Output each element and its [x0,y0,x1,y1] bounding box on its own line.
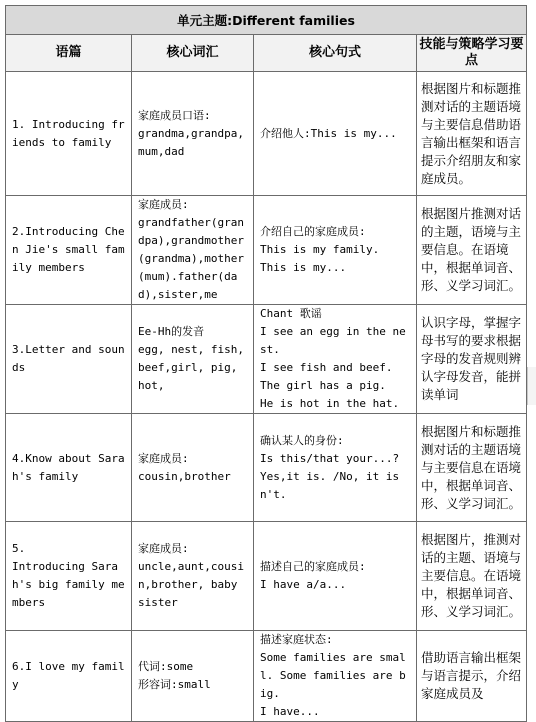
passage-cell: 4.Know about Sarah's family [6,414,132,522]
scroll-handle[interactable] [527,367,536,405]
passage-cell: 5. Introducing Sarah's big family members [6,522,132,631]
passage-cell: 2.Introducing Chen Jie's small family members [6,196,132,305]
unit-plan-table [5,5,527,722]
vocab-cell: 家庭成员口语: grandma,grandpa,mum,dad [132,72,254,196]
table-row [6,631,527,722]
skills-cell: 根据图片推测对话的主题，语境与主要信息。在语境中，根据单词音、形、义学习词汇。 [417,196,527,305]
table-row [6,305,527,414]
skills-cell: 根据图片，推测对话的主题、语境与主要信息。在语境中，根据单词音、形、义学习词汇。 [417,522,527,631]
sentence-cell: 描述自己的家庭成员: I have a/a... [254,522,417,631]
vocab-cell: Ee-Hh的发音 egg, nest, fish,beef,girl, pig, hot, [132,305,254,414]
skills-cell: 借助语言输出框架与语言提示，介绍家庭成员及 [417,631,527,722]
title-row [6,6,527,35]
header-row [6,35,527,72]
sentence-cell: Chant 歌谣 I see an egg in the nest. I see fish and beef. The girl has a pig. He is hot in the hat. [254,305,417,414]
passage-cell: 6.I love my family [6,631,132,722]
sentence-cell: 介绍自己的家庭成员: This is my family. This is my... [254,196,417,305]
vocab-cell: 家庭成员: uncle,aunt,cousin,brother, baby sister [132,522,254,631]
vocab-cell: 家庭成员: grandfather(grandpa),grandmother(grandma),mother(mum).father(dad),sister,me [132,196,254,305]
unit-plan-table-wrapper [5,5,526,722]
table-row [6,414,527,522]
table-row [6,522,527,631]
vocab-cell: 家庭成员: cousin,brother [132,414,254,522]
sentence-cell: 确认某人的身份: Is this/that your...? Yes,it is. /No, it isn't. [254,414,417,522]
table-row [6,196,527,305]
header-passage: 语篇 [6,35,132,72]
passage-cell: 3.Letter and sounds [6,305,132,414]
sentence-cell: 介绍他人:This is my... [254,72,417,196]
unit-title: 单元主题:Different families [6,6,527,35]
passage-cell: 1. Introducing friends to family [6,72,132,196]
vocab-cell: 代词:some 形容词:small [132,631,254,722]
skills-cell: 根据图片和标题推测对话的主题语境与主要信息在语境中，根据单词音、形、义学习词汇。 [417,414,527,522]
table-row [6,72,527,196]
sentence-cell: 描述家庭状态: Some families are small. Some families are big. I have... [254,631,417,722]
skills-cell: 认识字母，掌握字母书写的要求根据字母的发音规则辨认字母发音，能拼读单词 [417,305,527,414]
header-sentence: 核心句式 [254,35,417,72]
header-vocab: 核心词汇 [132,35,254,72]
skills-cell: 根据图片和标题推测对话的主题语境与主要信息借助语言输出框架和语言提示介绍朋友和家庭成员。 [417,72,527,196]
header-skills: 技能与策略学习要点 [417,35,527,72]
